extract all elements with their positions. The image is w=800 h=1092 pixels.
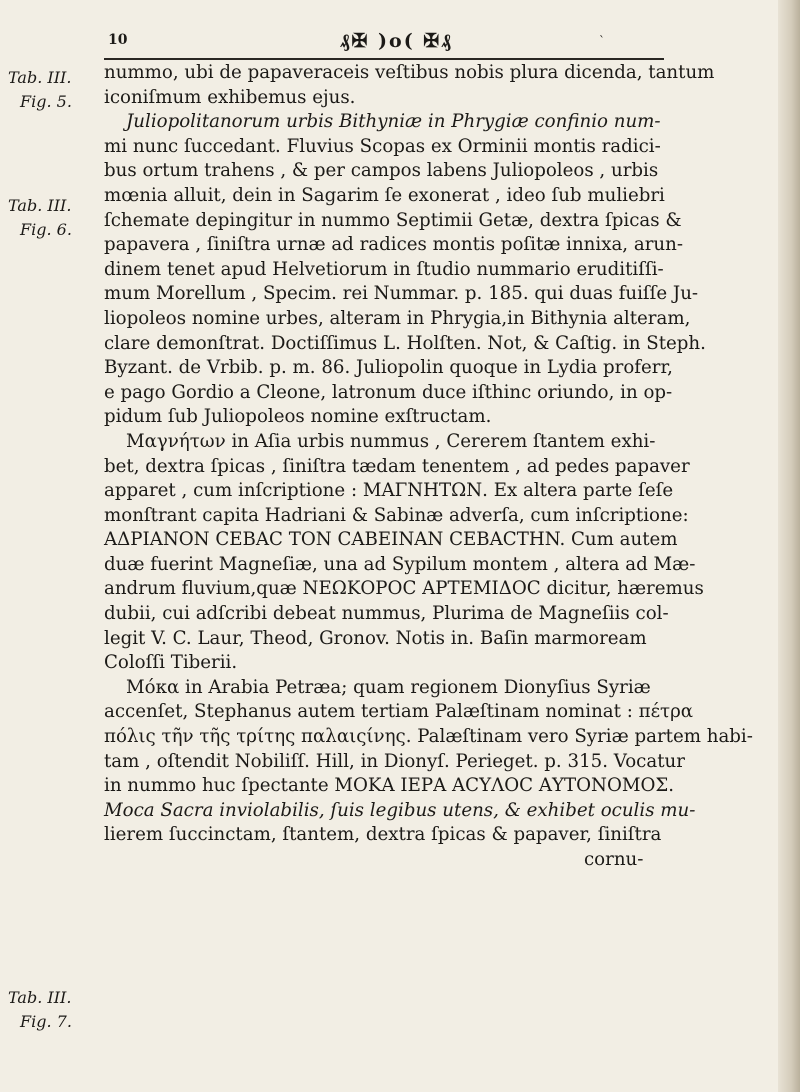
margin-fig-ref: Fig. 6.	[20, 220, 72, 239]
text-line: e pago Gordio a Cleone, latronum duce iſthinc oriundo, in op-	[104, 381, 673, 403]
text-line: nummo, ubi de papaveraceis veſtibus nobis plura dicenda, tantum	[104, 62, 715, 83]
text-line: duæ fuerint Magneſiæ, una ad Sypilum montem , altera ad Mæ-	[104, 553, 696, 575]
margin-fig-ref: Fig. 5.	[20, 92, 72, 111]
text-line: bet, dextra ſpicas , ſiniſtra tædam tenentem , ad pedes papaver	[104, 455, 690, 477]
text-line: bus ortum trahens , & per campos labens Juliopoleos , urbis	[104, 160, 659, 182]
text-line: πόλις τῆν τῆς τρίτης παλαιςίνης. Palæſtinam vero Syriæ partem habi-	[104, 726, 753, 748]
text-line: dinem tenet apud Helvetiorum in ſtudio nummario eruditiſſi-	[104, 258, 664, 280]
text-line: Μόκα in Arabia Petræa; quam regionem Dionyſius Syriæ	[126, 676, 651, 698]
margin-tab-ref: Tab. III.	[8, 68, 72, 87]
text-line: tam , oſtendit Nobiliſſ. Hill, in Dionyſ. Perieget. p. 315. Vocatur	[104, 750, 685, 772]
text-line: Coloſſi Tiberii.	[104, 652, 238, 674]
text-line: apparet , cum inſcriptione : ΜΑΓΝΗΤΩΝ. Ex altera parte ſeſe	[104, 480, 674, 502]
text-line: monſtrant capita Hadriani & Sabinæ adverſa, cum inſcriptione:	[104, 504, 689, 526]
header-mark: `	[599, 34, 605, 48]
page-number: 10	[108, 32, 128, 48]
margin-tab-ref: Tab. III.	[8, 988, 72, 1007]
text-line: mi nunc ſuccedant. Fluvius Scopas ex Orminii montis radici-	[104, 135, 661, 157]
text-line: lierem ſuccinctam, ſtantem, dextra ſpicas & papaver, ſiniſtra	[104, 824, 662, 846]
text-line: Juliopolitanorum urbis Bithyniæ in Phrygiæ confinio num-	[126, 111, 661, 133]
text-line: in nummo huc ſpectante ΜΟΚΑ ΙΕΡΑ ΑCΥΛΟC ΑΥΤΟΝΟΜΟΣ.	[104, 775, 675, 797]
text-line: legit V. C. Laur, Theod, Gronov. Notis in. Baſin marmoream	[104, 627, 647, 649]
text-line: andrum fluvium,quæ ΝΕΩΚΟΡΟC ΑΡΤΕΜΙΔΟC dicitur, hæremus	[104, 578, 704, 600]
running-head-ornament: ₰✠ )o( ✠₰	[340, 30, 453, 52]
text-line: accenſet, Stephanus autem tertiam Palæſtinam nominat : πέτρα	[104, 701, 694, 723]
text-line: mœnia alluit, dein in Sagarim ſe exonerat , ideo ſub muliebri	[104, 184, 665, 206]
text-line: clare demonſtrat. Doctiſſimus L. Holſten. Not, & Caſtig. in Steph.	[104, 332, 706, 354]
catchword: cornu-	[584, 849, 644, 870]
margin-fig-ref: Fig. 7.	[20, 1012, 72, 1031]
text-line: iconiſmum exhibemus ejus.	[104, 86, 356, 108]
text-line: mum Morellum , Specim. rei Nummar. p. 185. qui duas fuiſſe Ju-	[104, 283, 699, 305]
margin-note-1	[8, 66, 72, 114]
text-line: ſchemate depingitur in nummo Septimii Getæ, dextra ſpicas &	[104, 209, 682, 231]
text-line: dubii, cui adſcribi debeat nummus, Plurima de Magneſiis col-	[104, 603, 669, 625]
header-rule	[104, 58, 664, 60]
page-header	[104, 30, 704, 58]
margin-note-3	[8, 986, 72, 1034]
text-line: papavera , ſiniſtra urnæ ad radices montis poſitæ innixa, arun-	[104, 234, 683, 256]
page-edge	[778, 0, 800, 1092]
margin-note-2	[8, 194, 72, 242]
text-line: ΑΔΡΙΑΝΟΝ CEBAC TON CABEINAN CEBACTHN. Cum autem	[104, 529, 678, 551]
text-line: Byzant. de Vrbib. p. m. 86. Juliopolin quoque in Lydia proferr,	[104, 357, 673, 379]
text-line: pidum ſub Juliopoleos nomine exſtructam.	[104, 406, 492, 428]
text-line: Μαγνήτων in Aſia urbis nummus , Cererem ſtantem exhi-	[126, 430, 656, 452]
margin-tab-ref: Tab. III.	[8, 196, 72, 215]
text-line: Moca Sacra inviolabilis, ſuis legibus utens, & exhibet oculis mu-	[104, 799, 696, 821]
body-text	[104, 61, 753, 873]
text-line: liopoleos nomine urbes, alteram in Phrygia,in Bithynia alteram,	[104, 307, 691, 329]
